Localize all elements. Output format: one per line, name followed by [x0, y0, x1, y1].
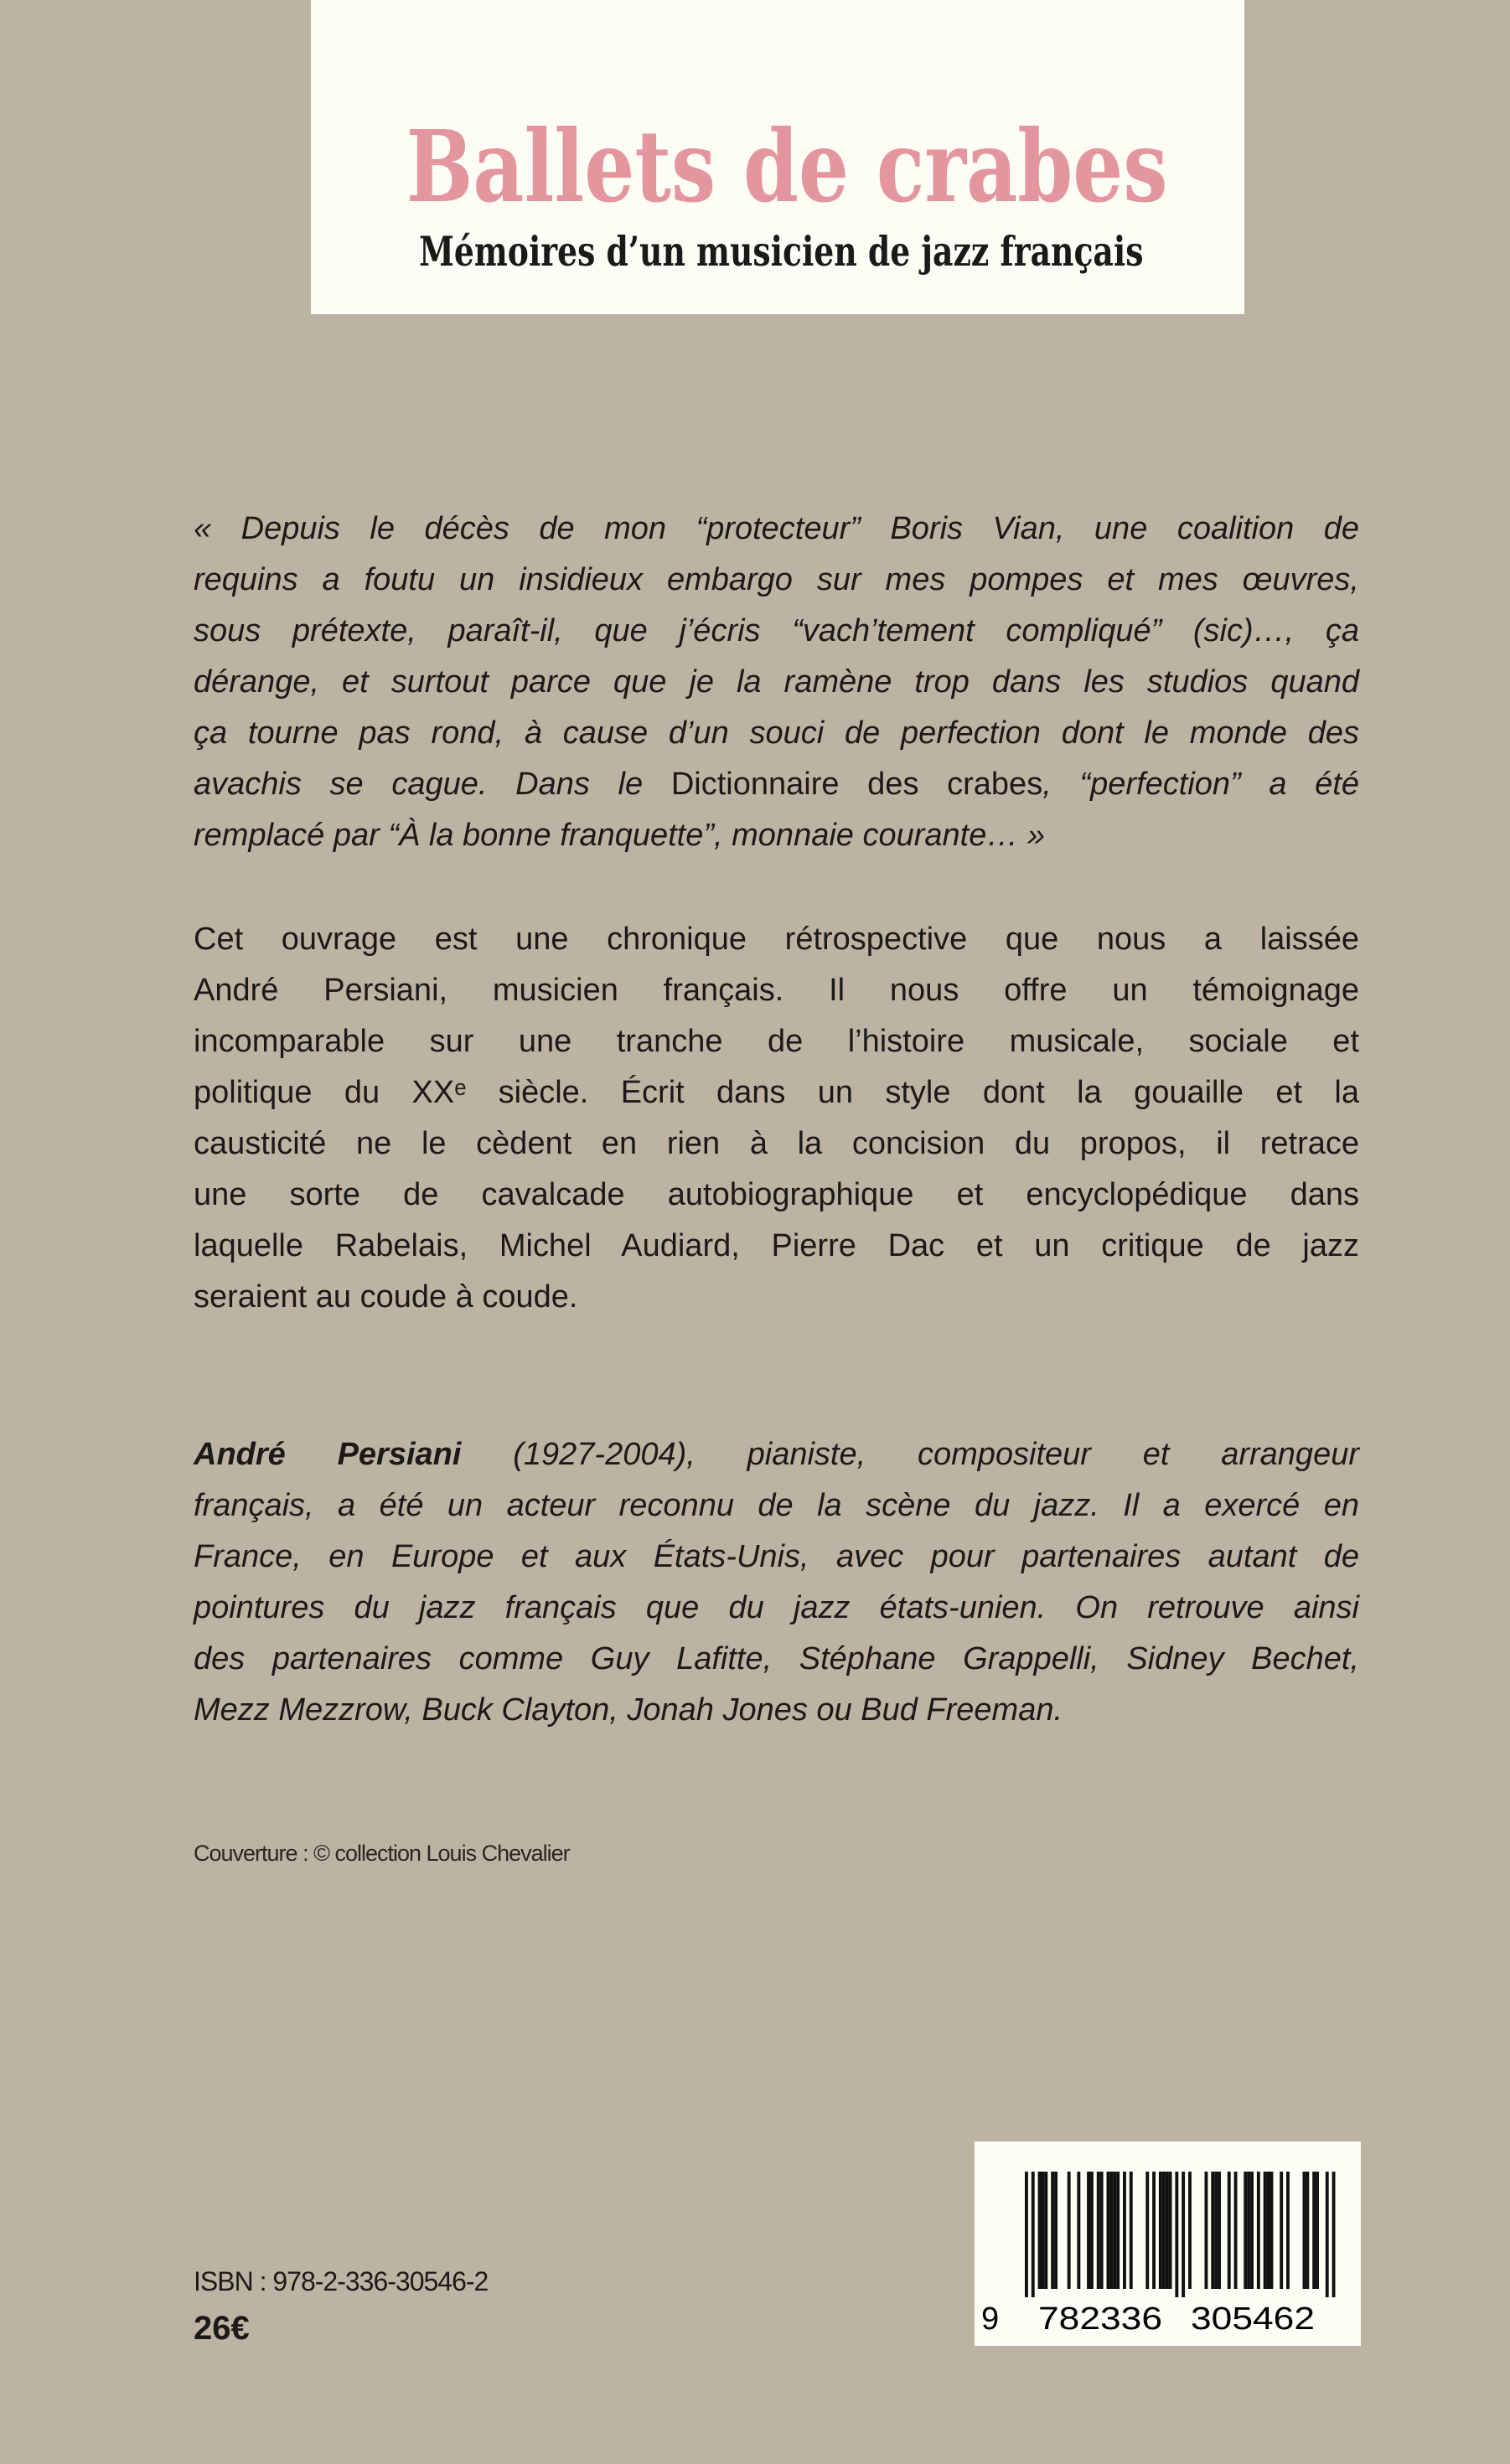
barcode-bar [1267, 2172, 1270, 2289]
quote-line: sous prétexte, paraît-il, que j’écris “vach’tement compliqué” (sic)…, ça [194, 613, 1359, 648]
bio-line [194, 1429, 1359, 1480]
barcode-bar [1218, 2172, 1221, 2289]
description-line: seraient au coude à coude. [194, 1279, 578, 1315]
barcode-bar [1113, 2172, 1116, 2289]
barcode-bar [1100, 2172, 1104, 2289]
barcode-first-digit: 9 [981, 2301, 1000, 2337]
barcode-bar [1159, 2172, 1162, 2289]
barcode-bar [1109, 2172, 1113, 2289]
barcode-bar [1169, 2172, 1172, 2289]
author-name: André Persiani [194, 1437, 462, 1472]
quote-line: ça tourne pas rond, à cause d’un souci de perfection dont le monde des [194, 715, 1359, 751]
description-line: André Persiani, musicien français. Il nous offre un témoignage [194, 973, 1359, 1008]
quoted-book-title: Dictionnaire des crabes [670, 767, 1043, 802]
barcode-bar [1228, 2172, 1231, 2289]
barcode-bar [1107, 2172, 1110, 2289]
barcode-bar [1077, 2172, 1080, 2289]
barcode-bar [1123, 2172, 1126, 2289]
barcode-bar [1152, 2172, 1156, 2289]
barcode-bar [1166, 2172, 1169, 2289]
description-line: laquelle Rabelais, Michel Audiard, Pierre Dac et un critique de jazz [194, 1228, 1359, 1263]
barcode-bar [1130, 2172, 1133, 2289]
barcode-bar [1214, 2172, 1218, 2289]
barcode-bar [1244, 2172, 1247, 2289]
barcode-bar [1097, 2172, 1100, 2289]
barcode-bar [1280, 2172, 1283, 2289]
barcode-bar [1326, 2172, 1329, 2297]
barcode-bar [1270, 2172, 1274, 2289]
quote-line: dérange, et surtout parce que je la ramène trop dans les studios quand [194, 664, 1359, 700]
barcode [975, 2141, 1361, 2346]
description-paragraph [194, 914, 1359, 1323]
barcode-bar [1044, 2172, 1047, 2289]
description-line: politique du XXᵉ siècle. Écrit dans un style dont la gouaille et la [194, 1075, 1359, 1110]
book-subtitle-text: Mémoires d’un musicien de jazz français [419, 227, 1144, 276]
barcode-bar [1054, 2172, 1058, 2289]
barcode-left-digits: 782336 [1038, 2301, 1162, 2337]
bio-line: pointures du jazz français que du jazz états-unien. On retrouve ainsi [194, 1590, 1359, 1625]
quote-line: remplacé par “À la bonne franquette”, monnaie courante… » [194, 818, 1046, 853]
description-line: incomparable sur une tranche de l’histoire musicale, sociale et [194, 1024, 1359, 1059]
barcode-bar [1205, 2172, 1208, 2289]
barcode-bar [1211, 2172, 1214, 2289]
quote-text: avachis se cague. Dans le [194, 767, 671, 802]
barcode-bar [1332, 2172, 1336, 2297]
price: 26€ [194, 2310, 250, 2347]
barcode-bar [1090, 2172, 1094, 2289]
barcode-bar [1316, 2172, 1319, 2289]
cover-credit: Couverture : © collection Louis Chevalier [194, 1841, 570, 1866]
barcode-graphic [975, 2141, 1361, 2346]
barcode-bar [1087, 2172, 1090, 2289]
barcode-bar [1038, 2172, 1042, 2289]
quote-line: requins a foutu un insidieux embargo sur mes pompes et mes œuvres, [194, 562, 1359, 597]
book-title [311, 108, 1244, 225]
barcode-bar [1025, 2172, 1028, 2297]
barcode-bar [1312, 2172, 1316, 2289]
description-line: causticité ne le cèdent en rien à la concision du propos, il retrace [194, 1126, 1359, 1161]
description-line: une sorte de cavalcade autobiographique et encyclopédique dans [194, 1177, 1359, 1212]
bio-text: (1927-2004), pianiste, compositeur et arrangeur [461, 1437, 1359, 1472]
barcode-bar [1306, 2172, 1309, 2289]
quote-text: , “perfection” a été [1042, 767, 1359, 802]
barcode-bar [1175, 2172, 1178, 2297]
quote-line: « Depuis le décès de mon “protecteur” Boris Vian, une coalition de [194, 511, 1359, 546]
barcode-bar [1042, 2172, 1045, 2289]
barcode-bar [1188, 2172, 1192, 2289]
quote-line [194, 759, 1359, 810]
barcode-bar [1303, 2172, 1306, 2289]
barcode-bar [1247, 2172, 1250, 2289]
quote-paragraph [194, 504, 1359, 861]
barcode-bars [1025, 2172, 1336, 2297]
bio-line: Mezz Mezzrow, Buck Clayton, Jonah Jones ou Bud Freeman. [194, 1692, 1063, 1728]
title-panel [311, 0, 1244, 314]
barcode-bar [1145, 2172, 1149, 2289]
author-bio [194, 1429, 1359, 1736]
barcode-bar [1250, 2172, 1254, 2289]
isbn: ISBN : 978-2-336-30546-2 [194, 2266, 489, 2296]
barcode-bar [1234, 2172, 1238, 2289]
barcode-bar [1264, 2172, 1267, 2289]
book-title-text: Ballets de crabes [406, 108, 1168, 225]
barcode-bar [1068, 2172, 1071, 2289]
book-subtitle [311, 227, 1244, 276]
barcode-bar [1162, 2172, 1166, 2289]
bio-line: français, a été un acteur reconnu de la scène du jazz. Il a exercé en [194, 1488, 1359, 1523]
barcode-bar [1182, 2172, 1185, 2297]
bio-line: des partenaires comme Guy Lafitte, Stéphane Grappelli, Sidney Bechet, [194, 1641, 1359, 1676]
barcode-bar [1116, 2172, 1120, 2289]
barcode-bar [1286, 2172, 1290, 2289]
barcode-bar [1051, 2172, 1054, 2289]
description-line: Cet ouvrage est une chronique rétrospective que nous a laissée [194, 922, 1359, 957]
barcode-right-digits: 305462 [1191, 2301, 1315, 2337]
bio-line: France, en Europe et aux États-Unis, avec pour partenaires autant de [194, 1539, 1359, 1574]
barcode-bar [1032, 2172, 1035, 2297]
barcode-bar [1257, 2172, 1260, 2289]
